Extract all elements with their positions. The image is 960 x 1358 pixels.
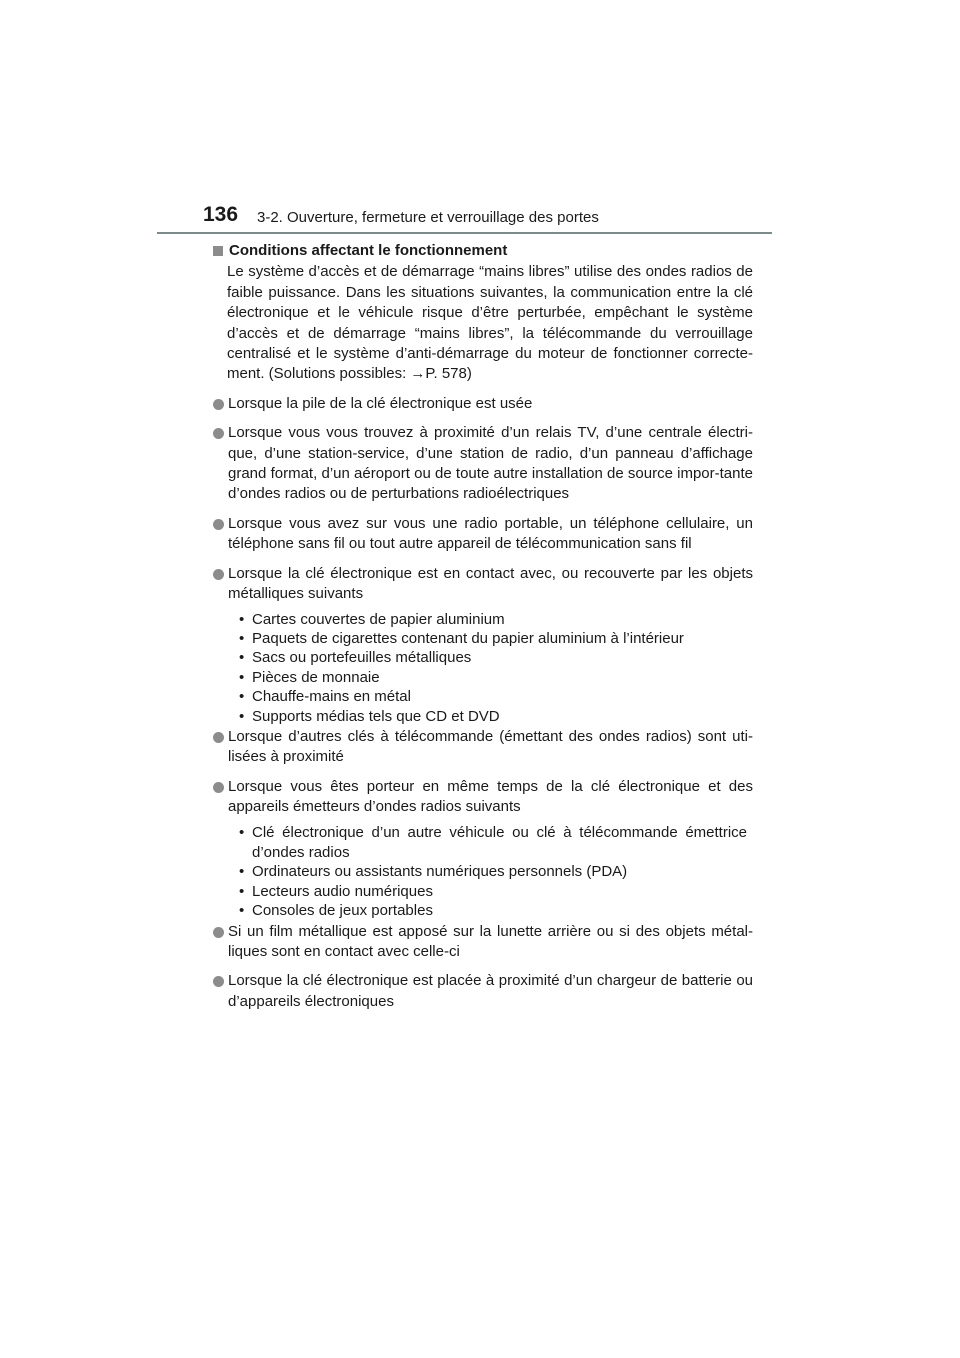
list-item — [213, 564, 753, 605]
circle-bullet-icon — [213, 927, 224, 938]
circle-bullet-icon — [213, 399, 224, 410]
sub-list-item-text: Lecteurs audio numériques — [252, 882, 433, 900]
sub-bullet: • — [239, 863, 245, 881]
circle-bullet-icon — [213, 569, 224, 580]
list-item — [213, 922, 753, 963]
sub-list-item — [239, 668, 753, 688]
square-bullet-icon — [213, 246, 223, 256]
chapter-title: 3-2. Ouverture, fermeture et verrouillage des portes — [257, 209, 599, 226]
circle-bullet-icon — [213, 976, 224, 987]
sub-list-item — [239, 882, 753, 902]
list-item-text: Lorsque la clé électronique est placée à proximité d’un chargeur de batterie ou d’appareils électroniques — [228, 972, 753, 1010]
sub-list-item — [239, 687, 753, 707]
sub-list-item-text: Supports médias tels que CD et DVD — [252, 707, 500, 725]
metal-objects-sublist — [239, 610, 753, 727]
list-item-text: Si un film métallique est apposé sur la lunette arrière ou si des objets métal-liques sont en contact avec celle-ci — [228, 922, 753, 960]
sub-bullet: • — [239, 629, 245, 647]
circle-bullet-icon — [213, 428, 224, 439]
sub-list-item — [239, 901, 753, 921]
sub-list-item — [239, 862, 753, 882]
list-item — [213, 777, 753, 818]
sub-list-item — [239, 629, 753, 649]
circle-bullet-icon — [213, 782, 224, 793]
list-item — [213, 394, 753, 414]
page-number: 136 — [203, 203, 239, 226]
sub-list-item-text: Pièces de monnaie — [252, 668, 380, 686]
section-heading — [213, 241, 753, 261]
list-item — [213, 971, 753, 1012]
circle-bullet-icon — [213, 519, 224, 530]
intro-paragraph: Le système d’accès et de démarrage “mains libres” utilise des ondes radios de faible puissance. Dans les situations suivantes, la communication entre la clé électronique et le véhicule risque d’être perturbée, empêchant le système d’accès et de démarrage “mains libres”, la télécommande du verrouillage centralisé et le système d’anti-démarrage du moteur de fonctionner correcte-ment. (Solutions possibles: →P. 578) — [227, 263, 753, 383]
sub-list-item-text: Chauffe-mains en métal — [252, 688, 411, 706]
sub-bullet: • — [239, 688, 245, 706]
circle-bullet-icon — [213, 732, 224, 743]
list-item — [213, 514, 753, 555]
sub-bullet: • — [239, 649, 245, 667]
sub-list-item-text: Cartes couvertes de papier aluminium — [252, 610, 505, 628]
list-item-text: Lorsque d’autres clés à télécommande (émettant des ondes radios) sont uti-lisées à proximité — [228, 727, 753, 766]
section-heading-text: Conditions affectant le fonctionnement — [229, 242, 508, 259]
sub-list-item-text: Sacs ou portefeuilles métalliques — [252, 649, 472, 667]
sub-list-item-text: Consoles de jeux portables — [252, 902, 433, 920]
sub-bullet: • — [239, 707, 245, 725]
sub-list-item — [239, 707, 753, 727]
sub-bullet: • — [239, 668, 245, 686]
header-rule — [157, 232, 772, 234]
list-item-text: Lorsque vous avez sur vous une radio portable, un téléphone cellulaire, un téléphone sans fil ou tout autre appareil de télécommunication sans fil — [228, 514, 753, 553]
list-item-text: Lorsque vous vous trouvez à proximité d’un relais TV, d’une centrale électri-que, d’une station-service, d’une station de radio, d’un panneau d’affichage grand format, d’un aéroport ou de toute autre installation de source impor-tante d’ondes radios ou de perturbations radioélectriques — [228, 424, 753, 503]
sub-list-item-text: Paquets de cigarettes contenant du papier aluminium à l’intérieur — [252, 629, 684, 647]
list-item-text: Lorsque la clé électronique est en contact avec, ou recouverte par les objets métalliques suivants — [228, 564, 753, 603]
page-content — [213, 241, 753, 1021]
list-item-text: Lorsque vous êtes porteur en même temps de la clé électronique et des appareils émetteurs d’ondes radios suivants — [228, 777, 753, 816]
sub-list-item-text: Ordinateurs ou assistants numériques personnels (PDA) — [252, 863, 628, 881]
radio-devices-sublist — [239, 823, 753, 922]
sub-list-item — [239, 610, 753, 630]
sub-list-item-text: Clé électronique d’un autre véhicule ou clé à télécommande émettrice d’ondes radios — [252, 823, 747, 861]
sub-list-item — [239, 648, 753, 668]
sub-list-item — [239, 823, 753, 864]
list-item — [213, 423, 753, 505]
list-item-text: Lorsque la pile de la clé électronique est usée — [228, 394, 533, 412]
list-item — [213, 727, 753, 768]
sub-bullet: • — [239, 902, 245, 920]
sub-bullet: • — [239, 882, 245, 900]
sub-bullet: • — [239, 823, 245, 841]
sub-bullet: • — [239, 610, 245, 628]
